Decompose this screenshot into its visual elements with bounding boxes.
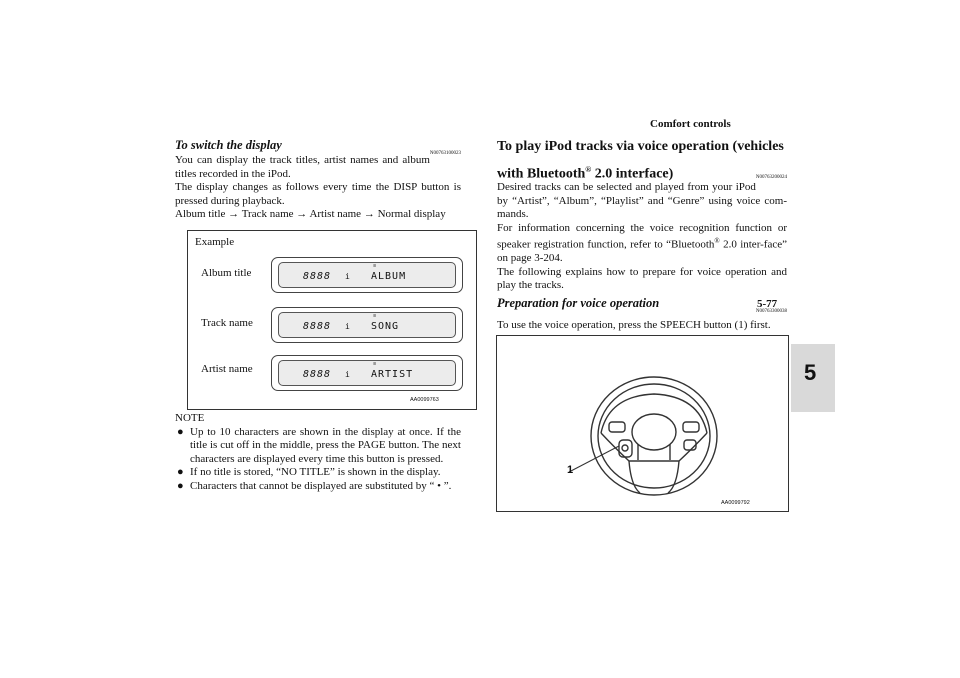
switch-display-code: N00763100023 — [429, 151, 461, 156]
display-text: SONG — [371, 321, 400, 332]
album-display — [271, 257, 463, 293]
bullet-icon: ● — [177, 479, 184, 492]
preparation-code: N00763300038 — [755, 308, 787, 314]
display-digits: 8888 — [303, 369, 332, 380]
left-column — [175, 139, 461, 222]
note-label: NOTE — [175, 412, 205, 424]
steering-wheel-illustration — [497, 336, 788, 511]
display-digits: 8888 — [303, 271, 332, 282]
display-icon: i — [345, 272, 350, 281]
display-text: ALBUM — [371, 271, 407, 282]
display-icon: i — [345, 322, 350, 331]
paragraph: To use the voice operation, press the SPEECH button (1) first. — [497, 318, 771, 331]
paragraph: The following explains how to prepare for voice operation and play the tracks. — [497, 265, 787, 292]
display-sequence: Album title → Track name → Artist name → Normal display — [175, 208, 446, 220]
paragraph: For information concerning the voice recognition function or speaker registration function, refer to “Bluetooth® 2.0 inter-face” on page 3-204. — [497, 221, 787, 265]
display-mark: ≡ — [373, 263, 377, 269]
paragraph: You can display the track titles, artist names and album titles recorded in the iPod. — [175, 154, 430, 180]
artist-name-label: Artist name — [201, 363, 253, 375]
chapter-tab — [791, 344, 835, 412]
bullet-icon: ● — [177, 466, 184, 478]
artist-display — [271, 355, 463, 391]
figure-example-label: Example — [195, 236, 235, 248]
section-title: Comfort controls — [650, 118, 731, 130]
chapter-tab-number: 5 — [804, 360, 817, 385]
display-mark: ≡ — [373, 361, 377, 367]
steering-wheel-figure — [496, 335, 789, 512]
right-column — [497, 135, 787, 332]
figure-code: AA0099792 — [721, 500, 750, 506]
song-display — [271, 307, 463, 343]
display-example-figure — [187, 230, 477, 410]
preparation-heading: Preparation for voice operation — [497, 295, 660, 310]
notes-section — [175, 412, 461, 493]
voice-operation-code: N00763200024 — [755, 175, 787, 180]
switch-display-heading: To switch the display — [175, 138, 282, 152]
display-digits: 8888 — [303, 321, 332, 332]
paragraph: The display changes as follows every time the DISP button is pressed during playback. — [175, 181, 461, 207]
paragraph: Desired tracks can be selected and played from your iPod by “Artist”, “Album”, “Playlist” and “Genre” using voice com-mands. — [497, 181, 787, 220]
display-icon: i — [345, 370, 350, 379]
display-mark: ≡ — [373, 313, 377, 319]
speech-button-callout: 1 — [567, 464, 574, 476]
figure-code: AA0099763 — [410, 397, 439, 403]
bullet-icon: ● — [177, 425, 184, 438]
track-name-label: Track name — [201, 317, 253, 329]
voice-operation-heading: To play iPod tracks via voice operation (vehicles with Bluetooth® 2.0 interface) N00763200024 — [497, 135, 787, 181]
page-number: 5-77 — [757, 298, 778, 310]
note-item: ● Characters that cannot be displayed are substituted by “ • ”. — [177, 479, 452, 492]
note-item: ● Up to 10 characters are shown in the display at once. If the title is cut off in the middle, press the PAGE button. The next characters are displayed every time this button is pressed. — [177, 425, 461, 465]
note-item: ● If no title is stored, “NO TITLE” is shown in the display. — [177, 466, 441, 478]
display-text: ARTIST — [371, 369, 414, 380]
album-title-label: Album title — [201, 267, 252, 279]
